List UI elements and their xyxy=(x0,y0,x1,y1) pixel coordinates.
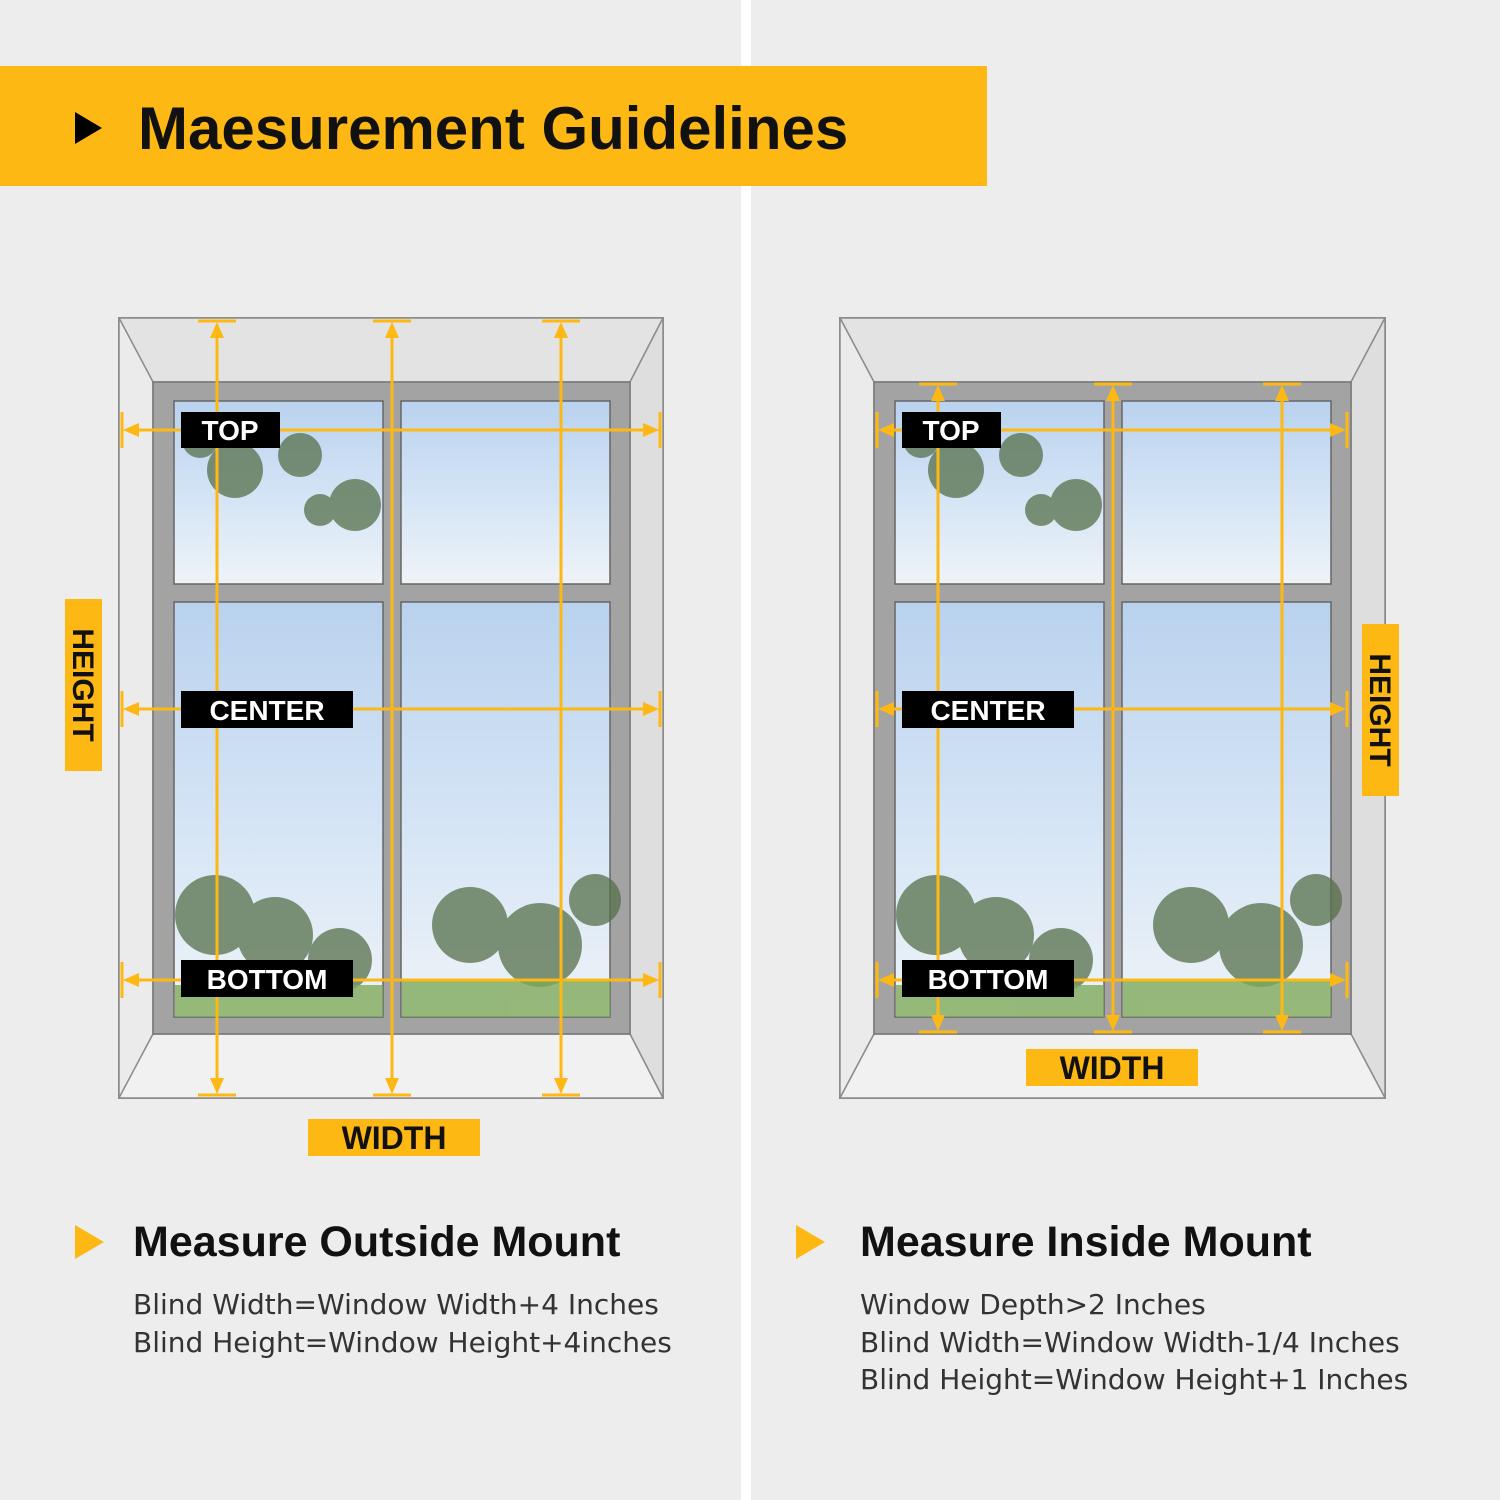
center-label: CENTER xyxy=(930,695,1046,726)
width-label: WIDTH xyxy=(1059,1050,1165,1086)
play-triangle-icon xyxy=(796,1225,825,1259)
window-pane xyxy=(401,401,610,584)
outside-mount-title: Measure Outside Mount xyxy=(133,1218,621,1266)
play-triangle-icon xyxy=(75,1225,104,1259)
inside-mount-line: Blind Height=Window Height+1 Inches xyxy=(860,1363,1409,1396)
inside-mount-line: Blind Width=Window Width-1/4 Inches xyxy=(860,1326,1400,1359)
outside-bottom-tag xyxy=(181,960,353,997)
inside-height-tag xyxy=(1362,624,1399,796)
height-label: HEIGHT xyxy=(1363,653,1396,767)
outside-center-tag xyxy=(181,691,353,728)
outside-top-tag xyxy=(181,412,280,448)
outside-mount-line: Blind Height=Window Height+4inches xyxy=(133,1326,672,1359)
outside-width-tag xyxy=(308,1119,480,1156)
inside-width-tag xyxy=(1026,1049,1198,1086)
top-label: TOP xyxy=(201,415,259,446)
bottom-label: BOTTOM xyxy=(927,964,1049,995)
width-label: WIDTH xyxy=(341,1120,447,1156)
top-label: TOP xyxy=(922,415,980,446)
page-title: Maesurement Guidelines xyxy=(138,95,849,162)
inside-top-tag xyxy=(902,412,1001,448)
inside-bottom-tag xyxy=(902,960,1074,997)
inside-center-tag xyxy=(902,691,1074,728)
center-label: CENTER xyxy=(209,695,325,726)
outside-height-tag xyxy=(65,599,102,771)
window-pane xyxy=(1122,401,1331,584)
outside-mount-line: Blind Width=Window Width+4 Inches xyxy=(133,1288,659,1321)
height-label: HEIGHT xyxy=(66,628,99,742)
bottom-label: BOTTOM xyxy=(206,964,328,995)
inside-mount-title: Measure Inside Mount xyxy=(860,1218,1312,1266)
inside-mount-line: Window Depth>2 Inches xyxy=(860,1288,1206,1321)
